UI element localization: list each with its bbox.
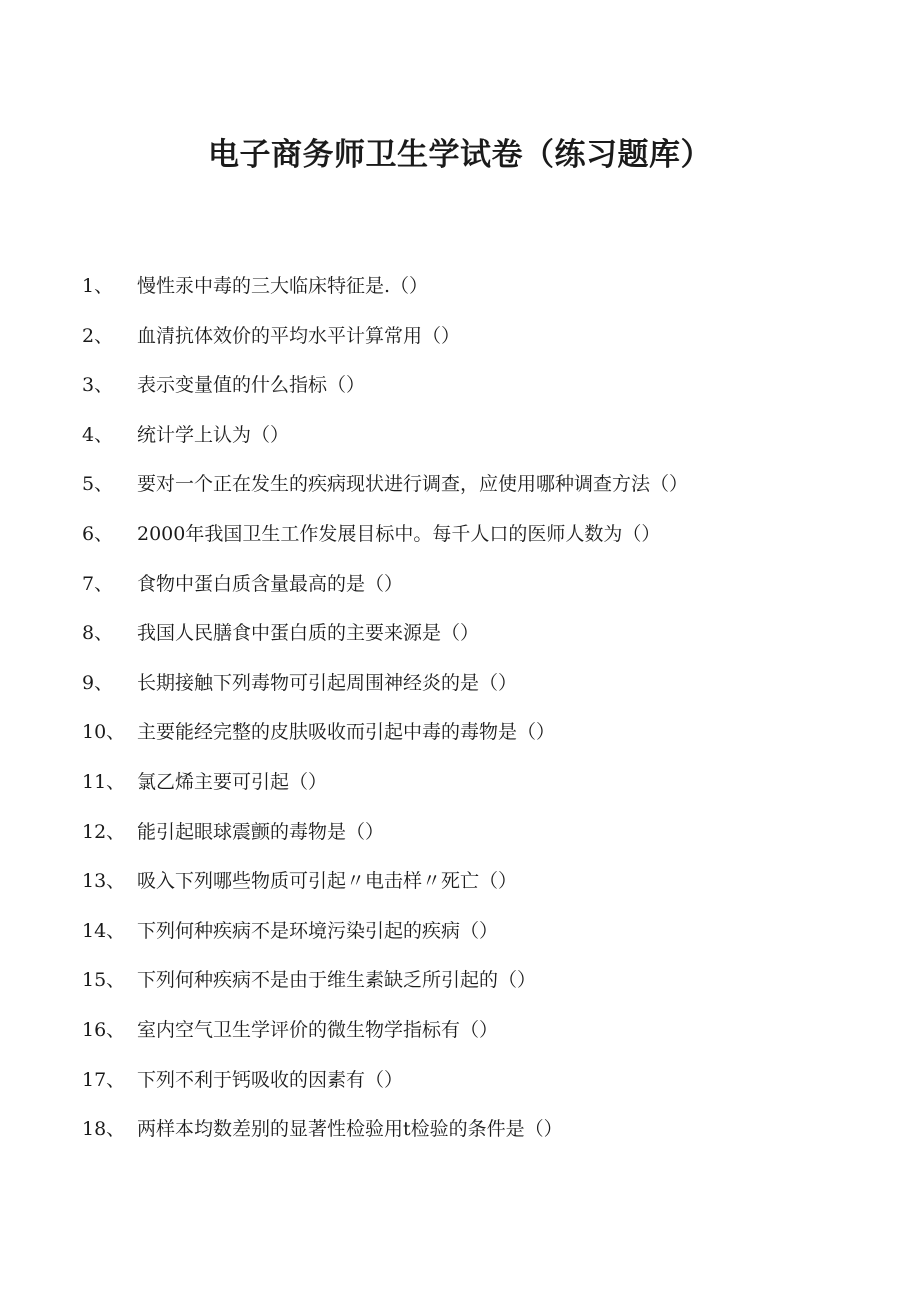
question-item <box>0 764 920 814</box>
question-text: 食物中蛋白质含量最高的是（） <box>137 572 404 595</box>
question-item <box>0 367 920 417</box>
question-text: 下列不利于钙吸收的因素有（） <box>137 1068 404 1091</box>
document-title: 电子商务师卫生学试卷（练习题库） <box>208 137 712 173</box>
question-text: 室内空气卫生学评价的微生物学指标有（） <box>137 1018 499 1041</box>
question-number: 17、 <box>82 1068 126 1091</box>
question-number: 6、 <box>82 522 114 545</box>
question-item <box>0 962 920 1012</box>
question-item <box>0 615 920 665</box>
question-text: 下列何种疾病不是环境污染引起的疾病（） <box>137 919 499 942</box>
question-item <box>0 417 920 467</box>
question-item <box>0 863 920 913</box>
question-item <box>0 1062 920 1112</box>
question-item <box>0 516 920 566</box>
question-text: 两样本均数差别的显著性检验用t检验的条件是（） <box>137 1118 563 1141</box>
question-item <box>0 268 920 318</box>
question-number: 4、 <box>82 423 114 446</box>
question-number: 16、 <box>82 1018 126 1041</box>
question-item <box>0 665 920 715</box>
question-text: 能引起眼球震颤的毒物是（） <box>137 820 385 843</box>
question-number: 14、 <box>82 919 126 942</box>
question-list <box>0 268 920 1161</box>
question-text: 血清抗体效价的平均水平计算常用（） <box>137 324 461 347</box>
question-item <box>0 913 920 963</box>
question-number: 12、 <box>82 820 126 843</box>
question-text: 主要能经完整的皮肤吸收而引起中毒的毒物是（） <box>137 721 556 744</box>
question-text: 长期接触下列毒物可引起周围神经炎的是（） <box>137 671 518 694</box>
question-number: 15、 <box>82 969 126 992</box>
question-number: 5、 <box>82 473 114 496</box>
question-number: 10、 <box>82 721 126 744</box>
question-number: 13、 <box>82 870 126 893</box>
question-number: 3、 <box>82 374 114 397</box>
question-text: 统计学上认为（） <box>137 423 290 446</box>
question-text: 下列何种疾病不是由于维生素缺乏所引起的（） <box>137 969 537 992</box>
question-text: 吸入下列哪些物质可引起〃电击样〃死亡（） <box>137 870 518 893</box>
question-item <box>0 714 920 764</box>
question-number: 8、 <box>82 622 114 645</box>
question-number: 2、 <box>82 324 114 347</box>
question-item <box>0 566 920 616</box>
question-text: 氯乙烯主要可引起（） <box>137 770 328 793</box>
question-number: 1、 <box>82 275 114 297</box>
question-number: 11、 <box>82 770 126 793</box>
question-item <box>0 814 920 864</box>
question-number: 7、 <box>82 572 114 595</box>
question-text: 2000年我国卫生工作发展目标中。每千人口的医师人数为（） <box>137 522 661 545</box>
question-text: 我国人民膳食中蛋白质的主要来源是（） <box>137 622 480 645</box>
question-item <box>0 318 920 368</box>
question-text: 要对一个正在发生的疾病现状进行调查，应使用哪种调查方法（） <box>137 473 689 496</box>
question-number: 9、 <box>82 671 114 694</box>
question-number: 18、 <box>82 1118 126 1141</box>
question-text: 慢性汞中毒的三大临床特征是.（） <box>137 275 429 297</box>
question-item <box>0 1012 920 1062</box>
question-text: 表示变量值的什么指标（） <box>137 374 366 397</box>
question-item <box>0 1111 920 1161</box>
question-item <box>0 466 920 516</box>
